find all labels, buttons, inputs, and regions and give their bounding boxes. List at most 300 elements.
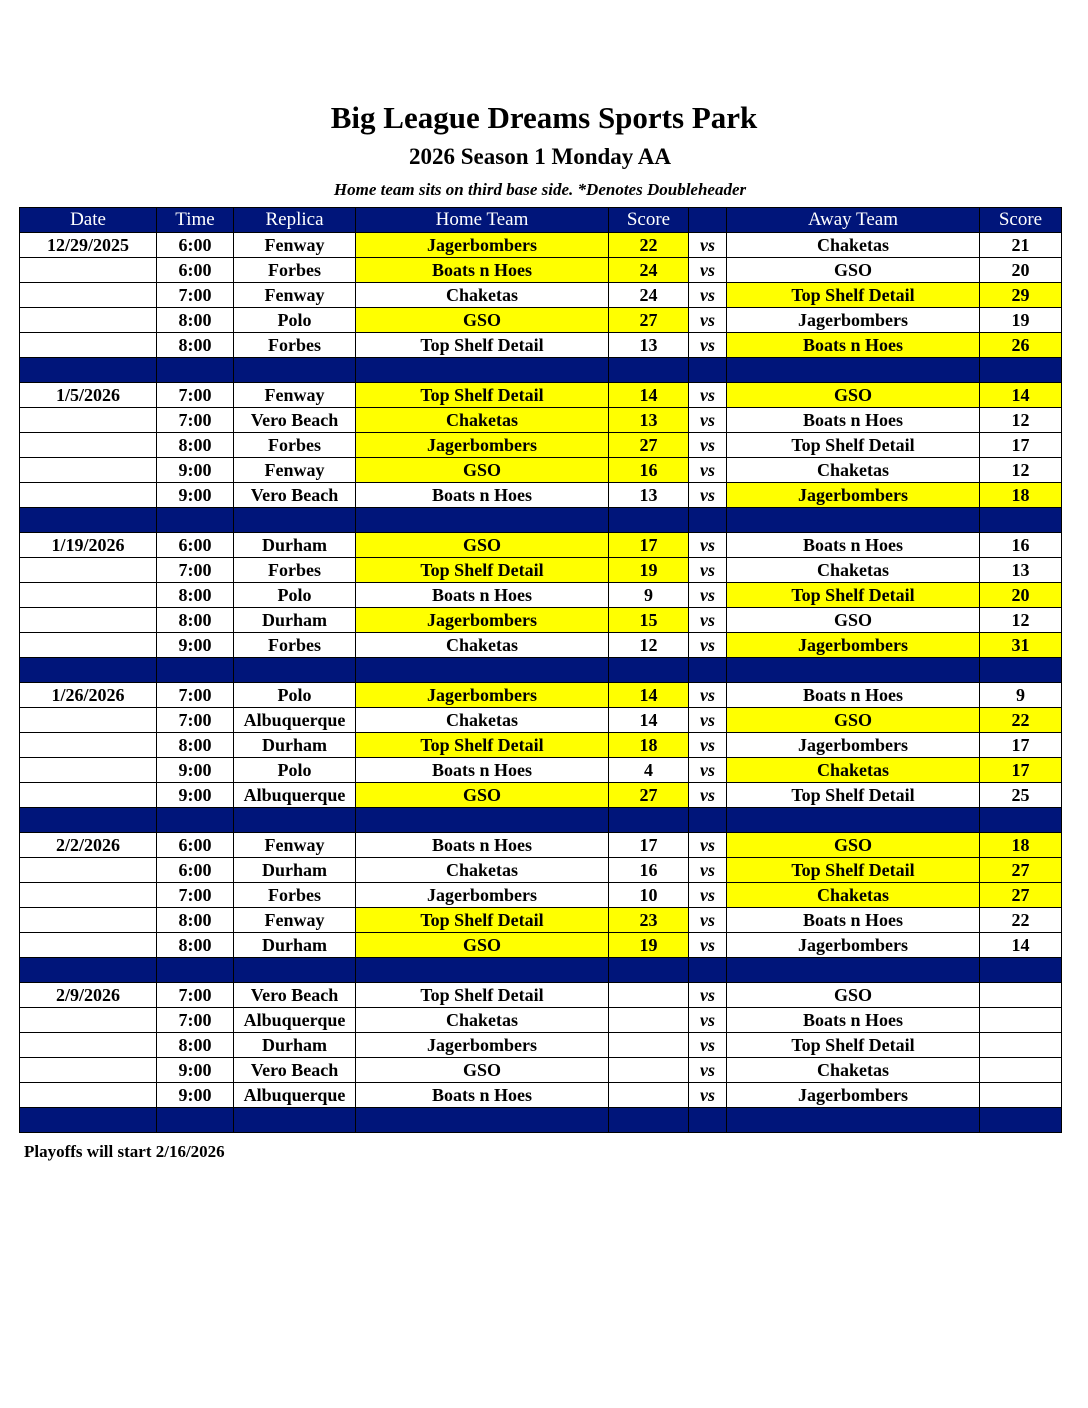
separator-cell bbox=[20, 358, 157, 383]
week-separator-row bbox=[20, 958, 1062, 983]
separator-cell bbox=[157, 958, 234, 983]
separator-cell bbox=[727, 358, 980, 383]
separator-cell bbox=[356, 358, 609, 383]
date-cell: 1/26/2026 bbox=[20, 683, 157, 708]
away-team-cell: Boats n Hoes bbox=[727, 333, 980, 358]
separator-cell bbox=[689, 658, 727, 683]
game-row bbox=[20, 1008, 1062, 1033]
separator-cell bbox=[689, 508, 727, 533]
game-row bbox=[20, 1083, 1062, 1108]
away-team-cell: Chaketas bbox=[727, 883, 980, 908]
separator-cell bbox=[727, 658, 980, 683]
date-cell bbox=[20, 408, 157, 433]
time-cell: 6:00 bbox=[157, 233, 234, 258]
away-team-cell: Top Shelf Detail bbox=[727, 583, 980, 608]
separator-cell bbox=[157, 508, 234, 533]
game-row bbox=[20, 1033, 1062, 1058]
separator-cell bbox=[980, 808, 1062, 833]
time-cell: 9:00 bbox=[157, 633, 234, 658]
replica-cell: Polo bbox=[234, 683, 356, 708]
home-score-cell: 16 bbox=[609, 458, 689, 483]
date-cell bbox=[20, 633, 157, 658]
away-score-cell: 18 bbox=[980, 833, 1062, 858]
away-team-cell: Jagerbombers bbox=[727, 308, 980, 333]
separator-cell bbox=[20, 508, 157, 533]
game-row bbox=[20, 608, 1062, 633]
home-score-cell: 13 bbox=[609, 483, 689, 508]
away-score-cell: 29 bbox=[980, 283, 1062, 308]
vs-cell: vs bbox=[689, 883, 727, 908]
separator-cell bbox=[609, 808, 689, 833]
vs-cell: vs bbox=[689, 833, 727, 858]
home-score-cell: 4 bbox=[609, 758, 689, 783]
replica-cell: Albuquerque bbox=[234, 1008, 356, 1033]
separator-cell bbox=[727, 958, 980, 983]
date-cell: 1/19/2026 bbox=[20, 533, 157, 558]
col-header-replica: Replica bbox=[234, 208, 356, 233]
home-score-cell: 27 bbox=[609, 783, 689, 808]
game-row bbox=[20, 783, 1062, 808]
away-team-cell: Boats n Hoes bbox=[727, 533, 980, 558]
separator-cell bbox=[980, 508, 1062, 533]
away-team-cell: Jagerbombers bbox=[727, 633, 980, 658]
date-cell bbox=[20, 908, 157, 933]
home-team-cell: Boats n Hoes bbox=[356, 483, 609, 508]
away-score-cell: 9 bbox=[980, 683, 1062, 708]
away-team-cell: Boats n Hoes bbox=[727, 908, 980, 933]
date-cell bbox=[20, 933, 157, 958]
away-score-cell bbox=[980, 1033, 1062, 1058]
home-score-cell: 14 bbox=[609, 383, 689, 408]
separator-cell bbox=[609, 658, 689, 683]
home-team-cell: GSO bbox=[356, 458, 609, 483]
game-row bbox=[20, 283, 1062, 308]
replica-cell: Durham bbox=[234, 733, 356, 758]
date-cell bbox=[20, 583, 157, 608]
home-team-cell: Jagerbombers bbox=[356, 1033, 609, 1058]
time-cell: 7:00 bbox=[157, 283, 234, 308]
time-cell: 8:00 bbox=[157, 333, 234, 358]
home-score-cell: 14 bbox=[609, 708, 689, 733]
home-score-cell: 10 bbox=[609, 883, 689, 908]
replica-cell: Albuquerque bbox=[234, 783, 356, 808]
separator-cell bbox=[609, 508, 689, 533]
away-team-cell: Top Shelf Detail bbox=[727, 433, 980, 458]
game-row bbox=[20, 483, 1062, 508]
date-cell bbox=[20, 308, 157, 333]
away-score-cell: 17 bbox=[980, 758, 1062, 783]
time-cell: 9:00 bbox=[157, 758, 234, 783]
replica-cell: Durham bbox=[234, 1033, 356, 1058]
vs-cell: vs bbox=[689, 633, 727, 658]
schedule-table bbox=[19, 207, 1062, 1133]
vs-cell: vs bbox=[689, 483, 727, 508]
col-header-home-score: Score bbox=[609, 208, 689, 233]
away-score-cell: 12 bbox=[980, 458, 1062, 483]
away-score-cell bbox=[980, 983, 1062, 1008]
home-score-cell: 18 bbox=[609, 733, 689, 758]
week-separator-row bbox=[20, 508, 1062, 533]
home-score-cell: 19 bbox=[609, 933, 689, 958]
vs-cell: vs bbox=[689, 383, 727, 408]
time-cell: 6:00 bbox=[157, 533, 234, 558]
separator-cell bbox=[234, 958, 356, 983]
separator-cell bbox=[727, 808, 980, 833]
home-team-cell: Chaketas bbox=[356, 1008, 609, 1033]
home-team-cell: Chaketas bbox=[356, 633, 609, 658]
away-team-cell: Chaketas bbox=[727, 233, 980, 258]
game-row bbox=[20, 233, 1062, 258]
time-cell: 9:00 bbox=[157, 1058, 234, 1083]
vs-cell: vs bbox=[689, 258, 727, 283]
time-cell: 9:00 bbox=[157, 458, 234, 483]
home-score-cell: 13 bbox=[609, 333, 689, 358]
replica-cell: Forbes bbox=[234, 633, 356, 658]
separator-cell bbox=[689, 808, 727, 833]
game-row bbox=[20, 883, 1062, 908]
away-team-cell: GSO bbox=[727, 258, 980, 283]
col-header-away-score: Score bbox=[980, 208, 1062, 233]
vs-cell: vs bbox=[689, 308, 727, 333]
away-team-cell: GSO bbox=[727, 833, 980, 858]
time-cell: 9:00 bbox=[157, 1083, 234, 1108]
time-cell: 7:00 bbox=[157, 408, 234, 433]
away-score-cell: 20 bbox=[980, 583, 1062, 608]
separator-cell bbox=[689, 358, 727, 383]
replica-cell: Forbes bbox=[234, 433, 356, 458]
vs-cell: vs bbox=[689, 533, 727, 558]
time-cell: 7:00 bbox=[157, 983, 234, 1008]
time-cell: 7:00 bbox=[157, 558, 234, 583]
page-title: Big League Dreams Sports Park bbox=[330, 100, 758, 135]
home-team-cell: GSO bbox=[356, 1058, 609, 1083]
home-team-cell: Chaketas bbox=[356, 283, 609, 308]
home-team-cell: Top Shelf Detail bbox=[356, 908, 609, 933]
home-team-cell: Top Shelf Detail bbox=[356, 333, 609, 358]
away-score-cell bbox=[980, 1008, 1062, 1033]
game-row bbox=[20, 433, 1062, 458]
replica-cell: Forbes bbox=[234, 333, 356, 358]
replica-cell: Durham bbox=[234, 608, 356, 633]
away-team-cell: Jagerbombers bbox=[727, 483, 980, 508]
away-score-cell: 14 bbox=[980, 383, 1062, 408]
home-team-cell: Jagerbombers bbox=[356, 883, 609, 908]
home-score-cell bbox=[609, 1083, 689, 1108]
separator-cell bbox=[234, 658, 356, 683]
time-cell: 7:00 bbox=[157, 1008, 234, 1033]
home-team-cell: Jagerbombers bbox=[356, 608, 609, 633]
replica-cell: Albuquerque bbox=[234, 708, 356, 733]
vs-cell: vs bbox=[689, 733, 727, 758]
game-row bbox=[20, 533, 1062, 558]
game-row bbox=[20, 408, 1062, 433]
date-cell bbox=[20, 858, 157, 883]
replica-cell: Fenway bbox=[234, 233, 356, 258]
home-score-cell: 17 bbox=[609, 833, 689, 858]
away-score-cell: 12 bbox=[980, 608, 1062, 633]
home-team-cell: Boats n Hoes bbox=[356, 758, 609, 783]
date-cell bbox=[20, 458, 157, 483]
game-row bbox=[20, 708, 1062, 733]
week-separator-row bbox=[20, 658, 1062, 683]
game-row bbox=[20, 733, 1062, 758]
vs-cell: vs bbox=[689, 983, 727, 1008]
replica-cell: Vero Beach bbox=[234, 983, 356, 1008]
date-cell bbox=[20, 883, 157, 908]
date-cell bbox=[20, 733, 157, 758]
away-team-cell: GSO bbox=[727, 983, 980, 1008]
date-cell: 2/2/2026 bbox=[20, 833, 157, 858]
header-row bbox=[20, 208, 1062, 233]
away-score-cell: 17 bbox=[980, 733, 1062, 758]
home-score-cell bbox=[609, 1008, 689, 1033]
time-cell: 7:00 bbox=[157, 383, 234, 408]
vs-cell: vs bbox=[689, 558, 727, 583]
separator-cell bbox=[157, 658, 234, 683]
separator-cell bbox=[20, 808, 157, 833]
away-team-cell: Jagerbombers bbox=[727, 733, 980, 758]
away-score-cell: 20 bbox=[980, 258, 1062, 283]
date-cell bbox=[20, 558, 157, 583]
date-cell bbox=[20, 608, 157, 633]
game-row bbox=[20, 983, 1062, 1008]
home-team-cell: Top Shelf Detail bbox=[356, 558, 609, 583]
vs-cell: vs bbox=[689, 433, 727, 458]
replica-cell: Forbes bbox=[234, 558, 356, 583]
separator-cell bbox=[356, 958, 609, 983]
away-team-cell: Boats n Hoes bbox=[727, 683, 980, 708]
home-team-cell: Jagerbombers bbox=[356, 433, 609, 458]
vs-cell: vs bbox=[689, 783, 727, 808]
vs-cell: vs bbox=[689, 283, 727, 308]
separator-cell bbox=[234, 1108, 356, 1133]
home-team-cell: GSO bbox=[356, 533, 609, 558]
away-score-cell: 13 bbox=[980, 558, 1062, 583]
home-team-cell: Boats n Hoes bbox=[356, 258, 609, 283]
replica-cell: Fenway bbox=[234, 383, 356, 408]
away-score-cell: 25 bbox=[980, 783, 1062, 808]
date-cell bbox=[20, 783, 157, 808]
game-row bbox=[20, 833, 1062, 858]
vs-cell: vs bbox=[689, 608, 727, 633]
separator-cell bbox=[356, 1108, 609, 1133]
col-header-date: Date bbox=[20, 208, 157, 233]
col-header-time: Time bbox=[157, 208, 234, 233]
away-score-cell: 18 bbox=[980, 483, 1062, 508]
time-cell: 8:00 bbox=[157, 933, 234, 958]
away-team-cell: Top Shelf Detail bbox=[727, 783, 980, 808]
time-cell: 8:00 bbox=[157, 433, 234, 458]
time-cell: 8:00 bbox=[157, 608, 234, 633]
separator-cell bbox=[609, 358, 689, 383]
away-team-cell: Chaketas bbox=[727, 758, 980, 783]
separator-cell bbox=[157, 808, 234, 833]
home-score-cell: 23 bbox=[609, 908, 689, 933]
away-team-cell: GSO bbox=[727, 383, 980, 408]
away-score-cell: 27 bbox=[980, 883, 1062, 908]
time-cell: 9:00 bbox=[157, 483, 234, 508]
away-score-cell: 27 bbox=[980, 858, 1062, 883]
separator-cell bbox=[157, 1108, 234, 1133]
vs-cell: vs bbox=[689, 1033, 727, 1058]
date-cell bbox=[20, 1058, 157, 1083]
vs-cell: vs bbox=[689, 1083, 727, 1108]
schedule-note: Home team sits on third base side. *Denotes Doubleheader bbox=[333, 180, 747, 199]
home-score-cell: 14 bbox=[609, 683, 689, 708]
home-team-cell: Top Shelf Detail bbox=[356, 733, 609, 758]
away-score-cell bbox=[980, 1058, 1062, 1083]
home-team-cell: Top Shelf Detail bbox=[356, 383, 609, 408]
home-team-cell: Jagerbombers bbox=[356, 683, 609, 708]
date-cell bbox=[20, 483, 157, 508]
separator-cell bbox=[20, 958, 157, 983]
away-team-cell: Top Shelf Detail bbox=[727, 858, 980, 883]
col-header-home-team: Home Team bbox=[356, 208, 609, 233]
home-team-cell: Chaketas bbox=[356, 708, 609, 733]
home-score-cell: 15 bbox=[609, 608, 689, 633]
away-team-cell: Jagerbombers bbox=[727, 1083, 980, 1108]
away-team-cell: Top Shelf Detail bbox=[727, 283, 980, 308]
home-score-cell bbox=[609, 1058, 689, 1083]
time-cell: 7:00 bbox=[157, 883, 234, 908]
date-cell bbox=[20, 1033, 157, 1058]
date-cell bbox=[20, 1083, 157, 1108]
time-cell: 7:00 bbox=[157, 708, 234, 733]
replica-cell: Polo bbox=[234, 758, 356, 783]
separator-cell bbox=[356, 808, 609, 833]
away-team-cell: Chaketas bbox=[727, 458, 980, 483]
date-cell bbox=[20, 1008, 157, 1033]
away-team-cell: Chaketas bbox=[727, 558, 980, 583]
home-team-cell: Top Shelf Detail bbox=[356, 983, 609, 1008]
week-separator-row bbox=[20, 358, 1062, 383]
replica-cell: Durham bbox=[234, 858, 356, 883]
separator-cell bbox=[980, 958, 1062, 983]
replica-cell: Vero Beach bbox=[234, 408, 356, 433]
game-row bbox=[20, 858, 1062, 883]
replica-cell: Fenway bbox=[234, 833, 356, 858]
time-cell: 8:00 bbox=[157, 1033, 234, 1058]
home-score-cell: 17 bbox=[609, 533, 689, 558]
game-row bbox=[20, 258, 1062, 283]
replica-cell: Fenway bbox=[234, 283, 356, 308]
vs-cell: vs bbox=[689, 458, 727, 483]
away-score-cell: 17 bbox=[980, 433, 1062, 458]
separator-cell bbox=[727, 508, 980, 533]
away-team-cell: Boats n Hoes bbox=[727, 408, 980, 433]
vs-cell: vs bbox=[689, 583, 727, 608]
week-separator-row bbox=[20, 808, 1062, 833]
replica-cell: Durham bbox=[234, 533, 356, 558]
separator-cell bbox=[727, 1108, 980, 1133]
game-row bbox=[20, 1058, 1062, 1083]
home-score-cell: 12 bbox=[609, 633, 689, 658]
time-cell: 8:00 bbox=[157, 308, 234, 333]
time-cell: 6:00 bbox=[157, 258, 234, 283]
away-team-cell: Top Shelf Detail bbox=[727, 1033, 980, 1058]
away-score-cell: 12 bbox=[980, 408, 1062, 433]
home-team-cell: Boats n Hoes bbox=[356, 833, 609, 858]
week-separator-row bbox=[20, 1108, 1062, 1133]
replica-cell: Durham bbox=[234, 933, 356, 958]
game-row bbox=[20, 933, 1062, 958]
vs-cell: vs bbox=[689, 333, 727, 358]
separator-cell bbox=[157, 358, 234, 383]
time-cell: 8:00 bbox=[157, 583, 234, 608]
vs-cell: vs bbox=[689, 1008, 727, 1033]
separator-cell bbox=[609, 1108, 689, 1133]
vs-cell: vs bbox=[689, 908, 727, 933]
away-score-cell: 16 bbox=[980, 533, 1062, 558]
vs-cell: vs bbox=[689, 408, 727, 433]
game-row bbox=[20, 308, 1062, 333]
home-score-cell: 24 bbox=[609, 283, 689, 308]
separator-cell bbox=[356, 508, 609, 533]
home-score-cell: 19 bbox=[609, 558, 689, 583]
playoffs-note: Playoffs will start 2/16/2026 bbox=[24, 1142, 225, 1161]
game-row bbox=[20, 333, 1062, 358]
home-team-cell: GSO bbox=[356, 933, 609, 958]
replica-cell: Fenway bbox=[234, 458, 356, 483]
away-score-cell: 19 bbox=[980, 308, 1062, 333]
home-score-cell bbox=[609, 1033, 689, 1058]
replica-cell: Forbes bbox=[234, 258, 356, 283]
separator-cell bbox=[980, 658, 1062, 683]
game-row bbox=[20, 758, 1062, 783]
game-row bbox=[20, 908, 1062, 933]
away-score-cell: 21 bbox=[980, 233, 1062, 258]
vs-cell: vs bbox=[689, 758, 727, 783]
home-team-cell: GSO bbox=[356, 308, 609, 333]
separator-cell bbox=[689, 1108, 727, 1133]
home-team-cell: Chaketas bbox=[356, 858, 609, 883]
separator-cell bbox=[20, 1108, 157, 1133]
game-row bbox=[20, 383, 1062, 408]
away-team-cell: GSO bbox=[727, 608, 980, 633]
separator-cell bbox=[980, 358, 1062, 383]
separator-cell bbox=[980, 1108, 1062, 1133]
time-cell: 9:00 bbox=[157, 783, 234, 808]
vs-cell: vs bbox=[689, 683, 727, 708]
time-cell: 6:00 bbox=[157, 833, 234, 858]
schedule-body bbox=[20, 233, 1062, 1133]
replica-cell: Polo bbox=[234, 308, 356, 333]
home-team-cell: Boats n Hoes bbox=[356, 583, 609, 608]
away-score-cell bbox=[980, 1083, 1062, 1108]
home-team-cell: Boats n Hoes bbox=[356, 1083, 609, 1108]
vs-cell: vs bbox=[689, 233, 727, 258]
away-score-cell: 31 bbox=[980, 633, 1062, 658]
replica-cell: Vero Beach bbox=[234, 1058, 356, 1083]
away-score-cell: 26 bbox=[980, 333, 1062, 358]
separator-cell bbox=[689, 958, 727, 983]
away-score-cell: 22 bbox=[980, 708, 1062, 733]
date-cell bbox=[20, 258, 157, 283]
replica-cell: Vero Beach bbox=[234, 483, 356, 508]
home-score-cell: 13 bbox=[609, 408, 689, 433]
away-team-cell: Chaketas bbox=[727, 1058, 980, 1083]
date-cell bbox=[20, 333, 157, 358]
vs-cell: vs bbox=[689, 858, 727, 883]
game-row bbox=[20, 633, 1062, 658]
replica-cell: Fenway bbox=[234, 908, 356, 933]
separator-cell bbox=[234, 808, 356, 833]
home-team-cell: Chaketas bbox=[356, 408, 609, 433]
away-team-cell: GSO bbox=[727, 708, 980, 733]
col-header-vs bbox=[689, 208, 727, 233]
replica-cell: Albuquerque bbox=[234, 1083, 356, 1108]
vs-cell: vs bbox=[689, 1058, 727, 1083]
